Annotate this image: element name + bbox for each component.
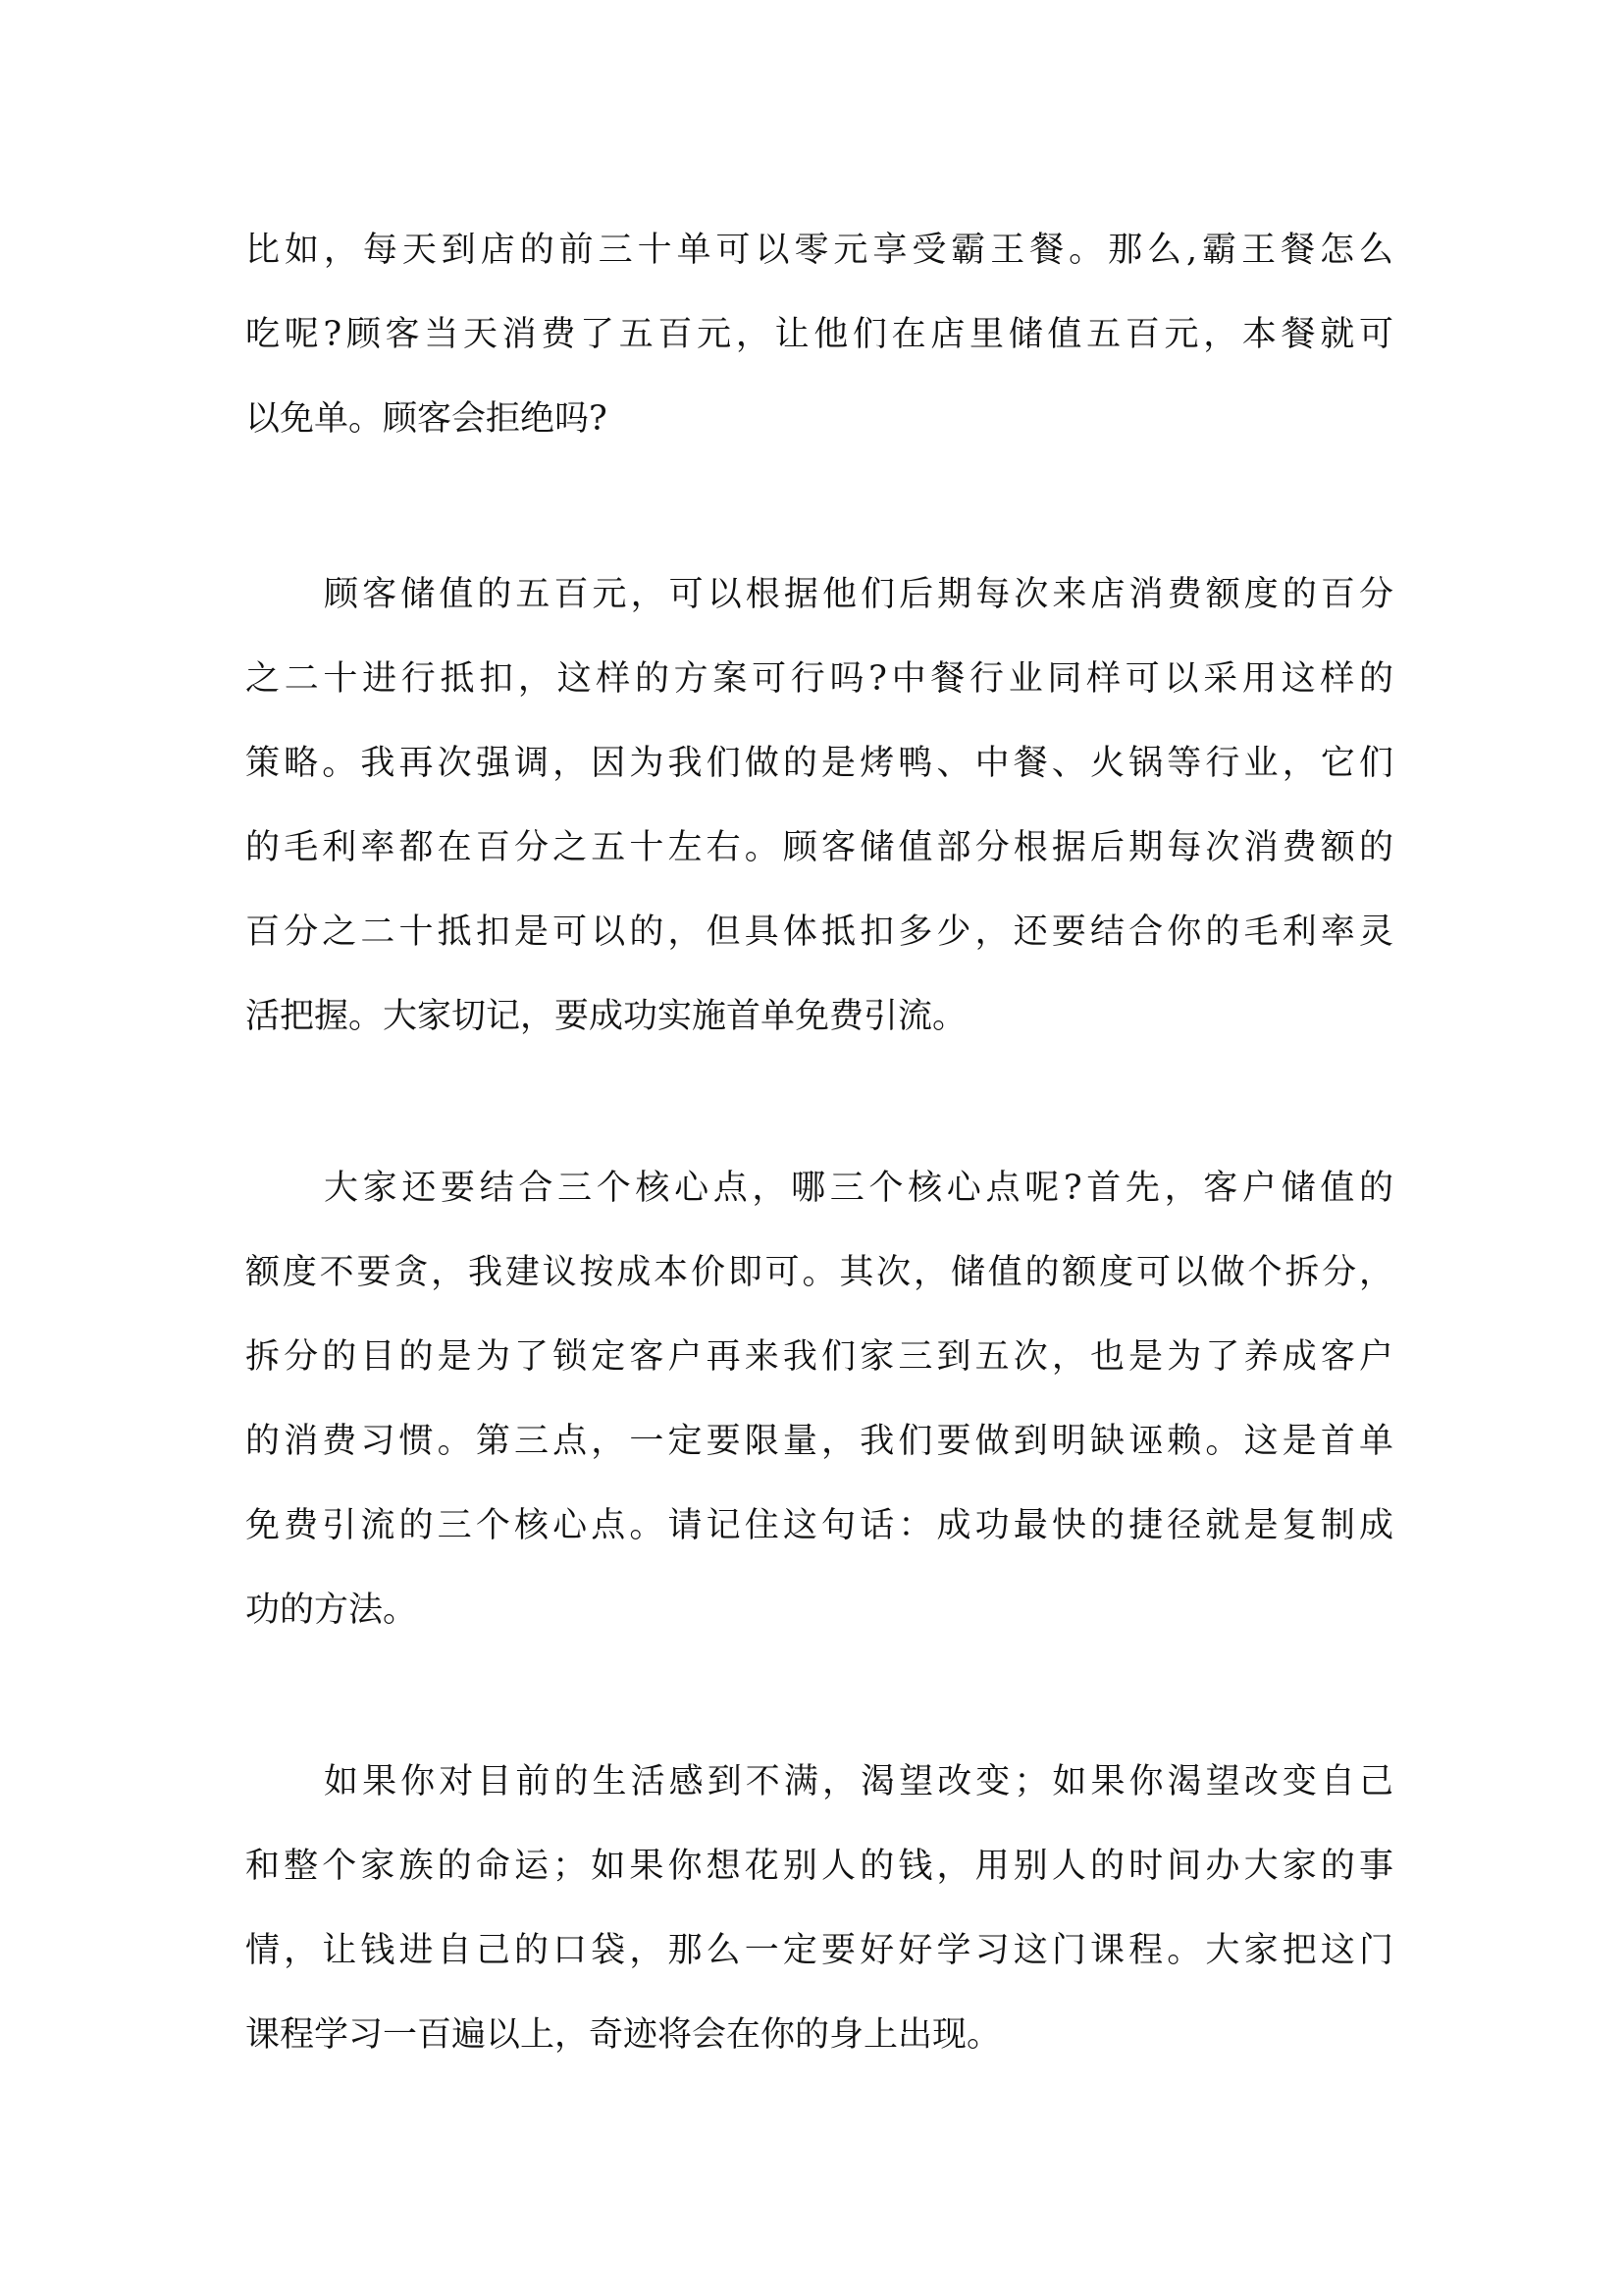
paragraph-line: 大家还要结合三个核心点，哪三个核心点呢?首先，客户储值的 xyxy=(324,1169,1393,1208)
paragraph-line: 如果你对目前的生活感到不满，渴望改变；如果你渴望改变自己 xyxy=(324,1762,1393,1801)
paragraph-line: 策略。我再次强调，因为我们做的是烤鸭、中餐、火锅等行业，它们 xyxy=(245,744,1393,783)
paragraph-3 xyxy=(245,1146,1393,1652)
paragraph-line: 的毛利率都在百分之五十左右。顾客储值部分根据后期每次消费额的 xyxy=(245,828,1393,867)
paragraph-line: 课程学习一百遍以上，奇迹将会在你的身上出现。 xyxy=(245,2015,1002,2055)
paragraph-2 xyxy=(245,552,1393,1059)
paragraph-line: 功的方法。 xyxy=(245,1591,418,1630)
paragraph-line: 以免单。顾客会拒绝吗? xyxy=(245,399,607,439)
paragraph-4 xyxy=(245,1740,1393,2077)
paragraph-line: 顾客储值的五百元，可以根据他们后期每次来店消费额度的百分 xyxy=(324,575,1393,614)
paragraph-line: 拆分的目的是为了锁定客户再来我们家三到五次，也是为了养成客户 xyxy=(245,1337,1393,1377)
paragraph-line: 免费引流的三个核心点。请记住这句话：成功最快的捷径就是复制成 xyxy=(245,1506,1393,1545)
paragraph-line: 的消费习惯。第三点，一定要限量，我们要做到明缺诬赖。这是首单 xyxy=(245,1422,1393,1461)
paragraph-line: 之二十进行抵扣，这样的方案可行吗?中餐行业同样可以采用这样的 xyxy=(245,659,1393,699)
paragraph-line: 额度不要贪，我建议按成本价即可。其次，储值的额度可以做个拆分， xyxy=(245,1253,1393,1292)
paragraph-line: 活把握。大家切记，要成功实施首单免费引流。 xyxy=(245,997,968,1036)
paragraph-line: 百分之二十抵扣是可以的，但具体抵扣多少，还要结合你的毛利率灵 xyxy=(245,913,1393,952)
paragraph-line: 比如，每天到店的前三十单可以零元享受霸王餐。那么,霸王餐怎么 xyxy=(245,231,1393,270)
paragraph-line: 和整个家族的命运；如果你想花别人的钱，用别人的时间办大家的事 xyxy=(245,1847,1393,1886)
paragraph-line: 情，让钱进自己的口袋，那么一定要好好学习这门课程。大家把这门 xyxy=(245,1931,1393,1970)
paragraph-line: 吃呢?顾客当天消费了五百元，让他们在店里储值五百元，本餐就可 xyxy=(245,315,1393,354)
paragraph-1 xyxy=(245,208,1393,461)
